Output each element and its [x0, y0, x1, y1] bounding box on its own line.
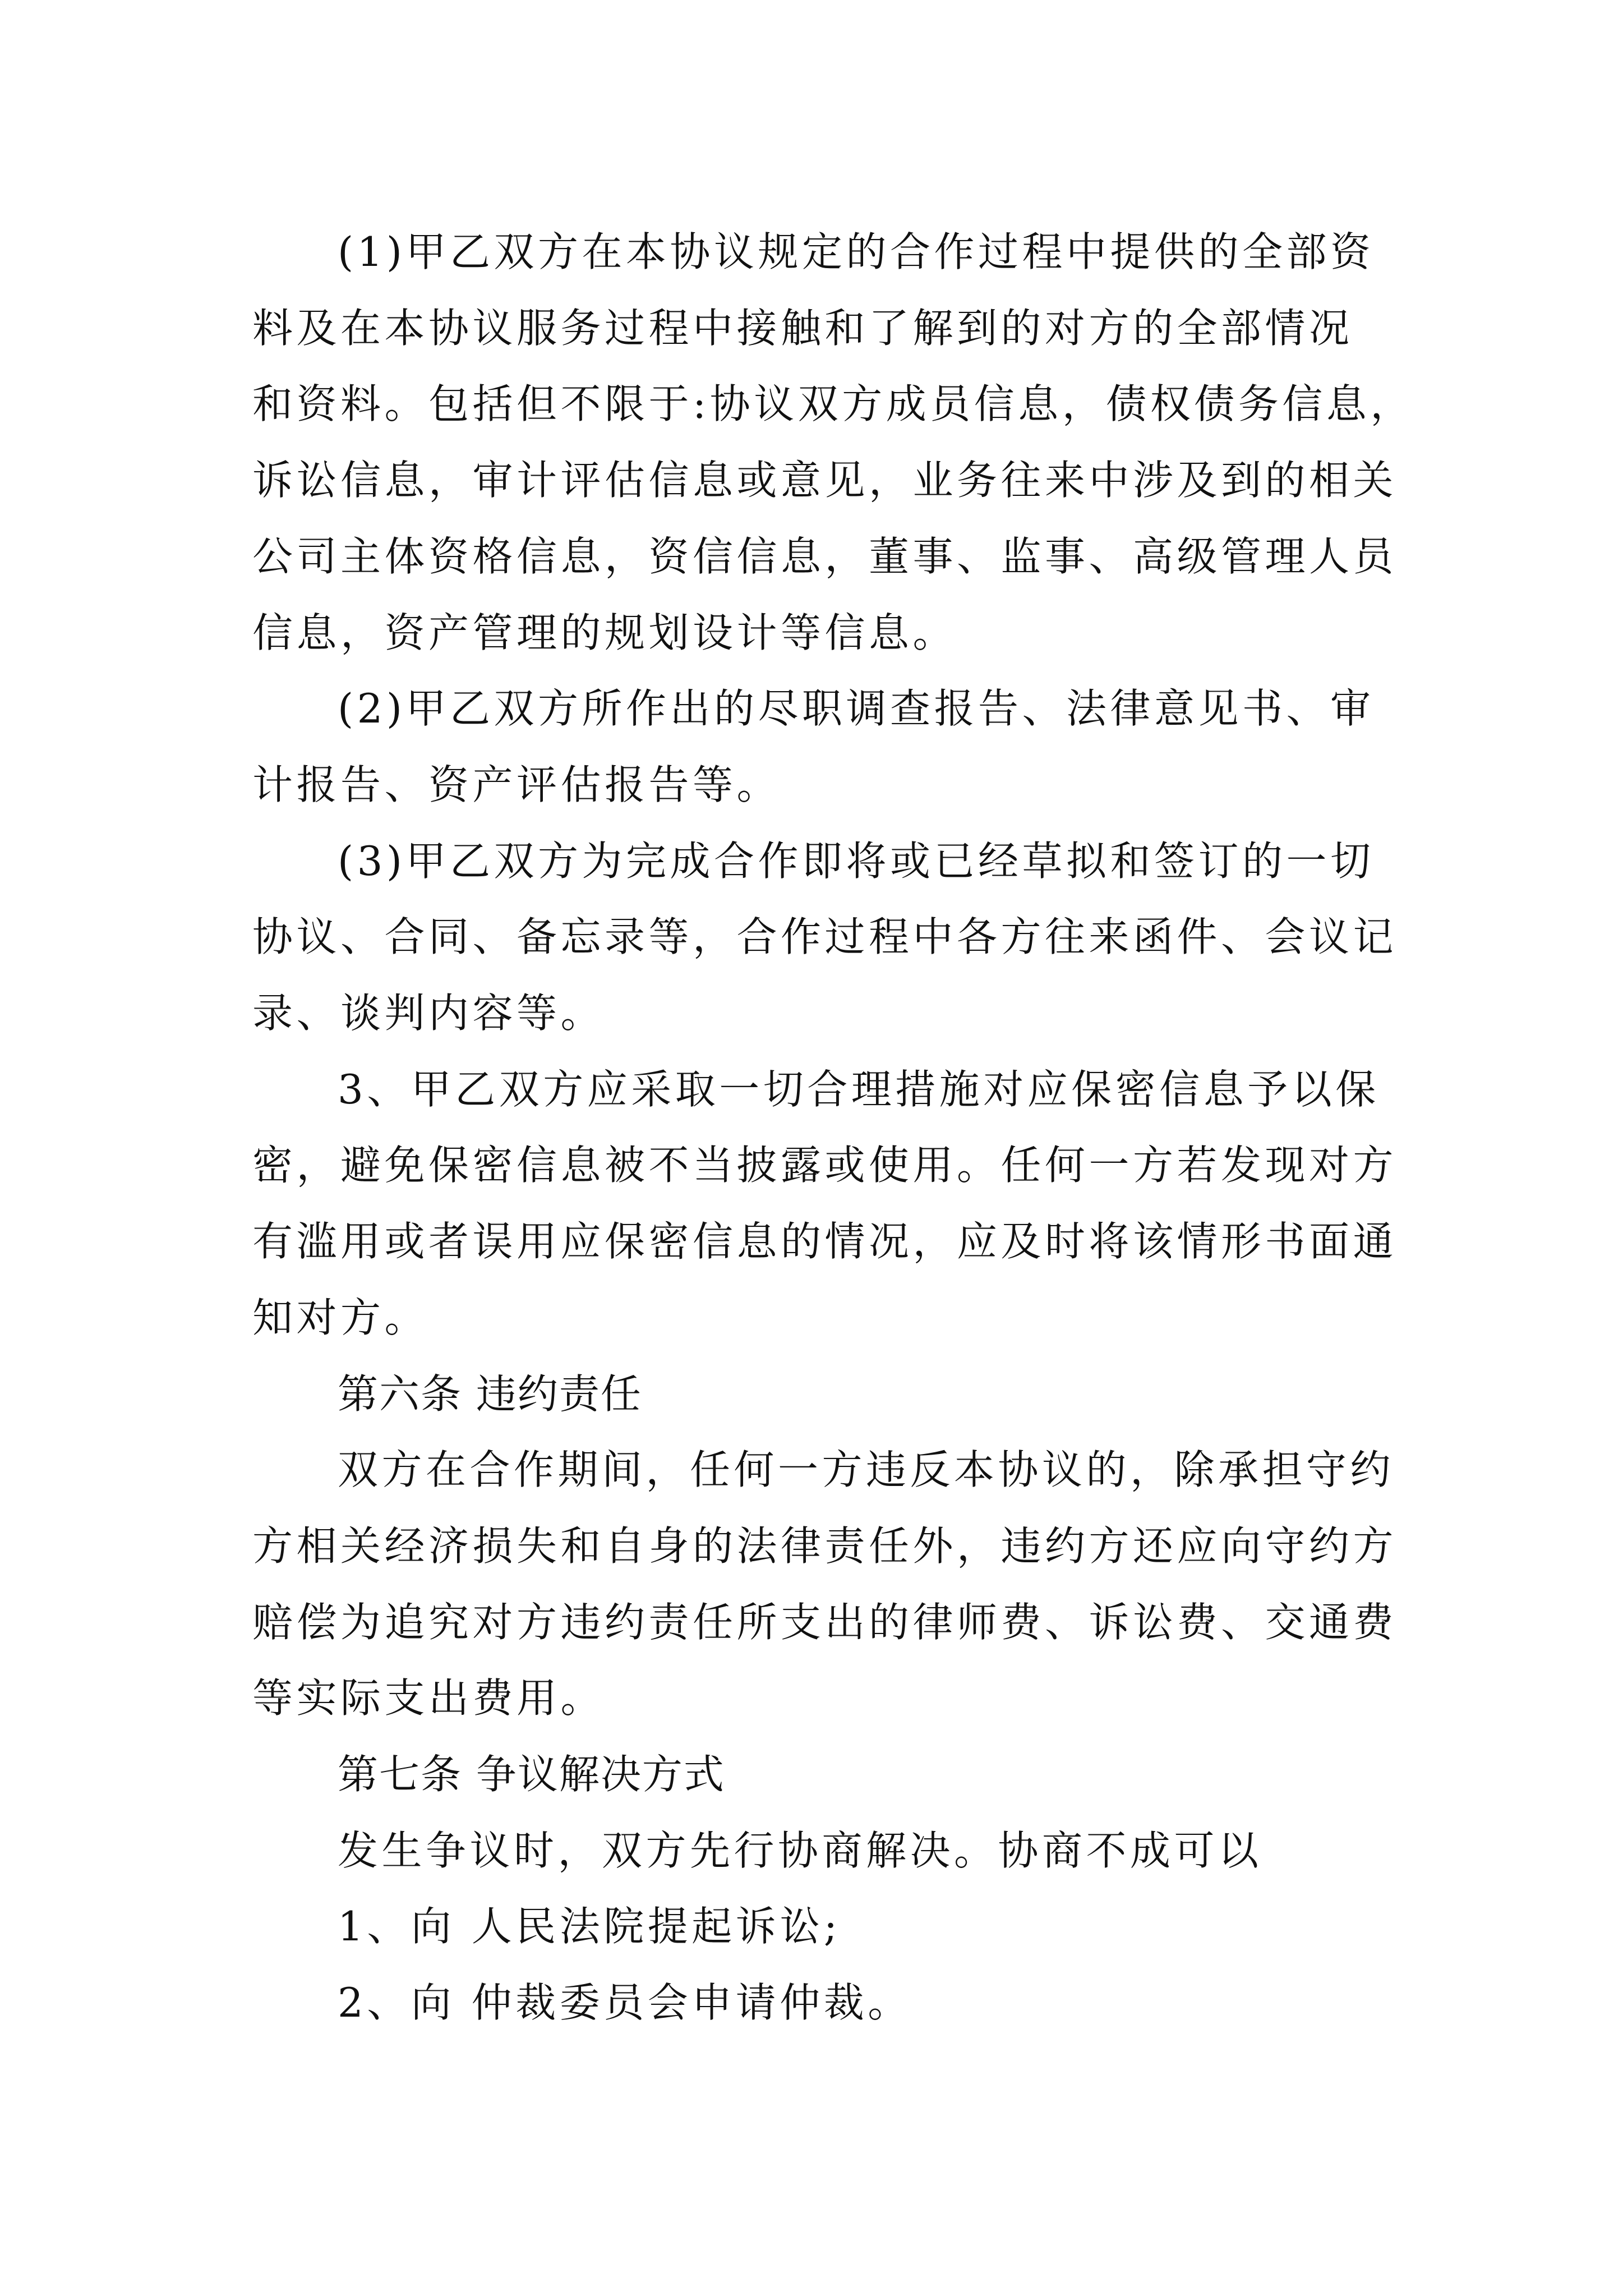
section-heading: 第六条 违约责任	[338, 1370, 642, 1418]
text-line: (1)甲乙双方在本协议规定的合作过程中提供的全部资	[338, 228, 1375, 275]
text-line: 赔偿为追究对方违约责任所支出的律师费、诉讼费、交通费	[252, 1598, 1398, 1646]
text-line: (3)甲乙双方为完成合作即将或已经草拟和签订的一切	[338, 837, 1375, 885]
text-line: 录、谈判内容等。	[252, 990, 605, 1037]
text-line: 等实际支出费用。	[252, 1674, 605, 1722]
article-7-option-1	[252, 1889, 1380, 1965]
text-line: 发生争议时，双方先行协商解决。协商不成可以	[338, 1826, 1262, 1874]
document-body	[252, 214, 1414, 2041]
article-6-paragraph	[252, 1432, 1398, 1737]
text-line: 协议、合同、备忘录等，合作过程中各方往来函件、会议记	[252, 913, 1398, 961]
text-line: 料及在本协议服务过程中接触和了解到的对方的全部情况	[252, 304, 1353, 352]
clause-1-paragraph	[252, 214, 1414, 671]
text-line: 双方在合作期间，任何一方违反本协议的，除承担守约	[338, 1446, 1395, 1494]
list-item: 1、向 人民法院提起诉讼;	[338, 1903, 841, 1950]
list-item: 2、向 仲裁委员会申请仲裁。	[338, 1979, 912, 2027]
article-6-heading	[252, 1356, 1380, 1433]
clause-3-paragraph	[252, 823, 1398, 1052]
text-line: 方相关经济损失和自身的法律责任外，违约方还应向守约方	[252, 1522, 1398, 1570]
text-line: (2)甲乙双方所作出的尽职调查报告、法律意见书、审	[338, 685, 1375, 733]
section-heading: 第七条 争议解决方式	[338, 1751, 725, 1798]
text-line: 知对方。	[252, 1294, 429, 1341]
text-line: 诉讼信息，审计评估信息或意见，业务往来中涉及到的相关	[252, 457, 1398, 504]
text-line: 公司主体资格信息，资信信息，董事、监事、高级管理人员	[252, 532, 1398, 580]
text-line: 信息，资产管理的规划设计等信息。	[252, 609, 957, 656]
article-7-intro-paragraph	[252, 1813, 1380, 1889]
text-line: 计报告、资产评估报告等。	[252, 761, 781, 808]
text-line: 3、甲乙双方应采取一切合理措施对应保密信息予以保	[338, 1065, 1380, 1113]
clause-2-paragraph	[252, 671, 1380, 823]
text-line: 密，避免保密信息被不当披露或使用。任何一方若发现对方	[252, 1142, 1398, 1189]
article-7-heading	[252, 1737, 1380, 1813]
text-line: 和资料。包括但不限于:协议双方成员信息，债权债务信息，	[252, 380, 1414, 428]
item-3-paragraph	[252, 1052, 1398, 1356]
text-line: 有滥用或者误用应保密信息的情况，应及时将该情形书面通	[252, 1218, 1398, 1266]
article-7-option-2	[252, 1965, 1380, 2041]
